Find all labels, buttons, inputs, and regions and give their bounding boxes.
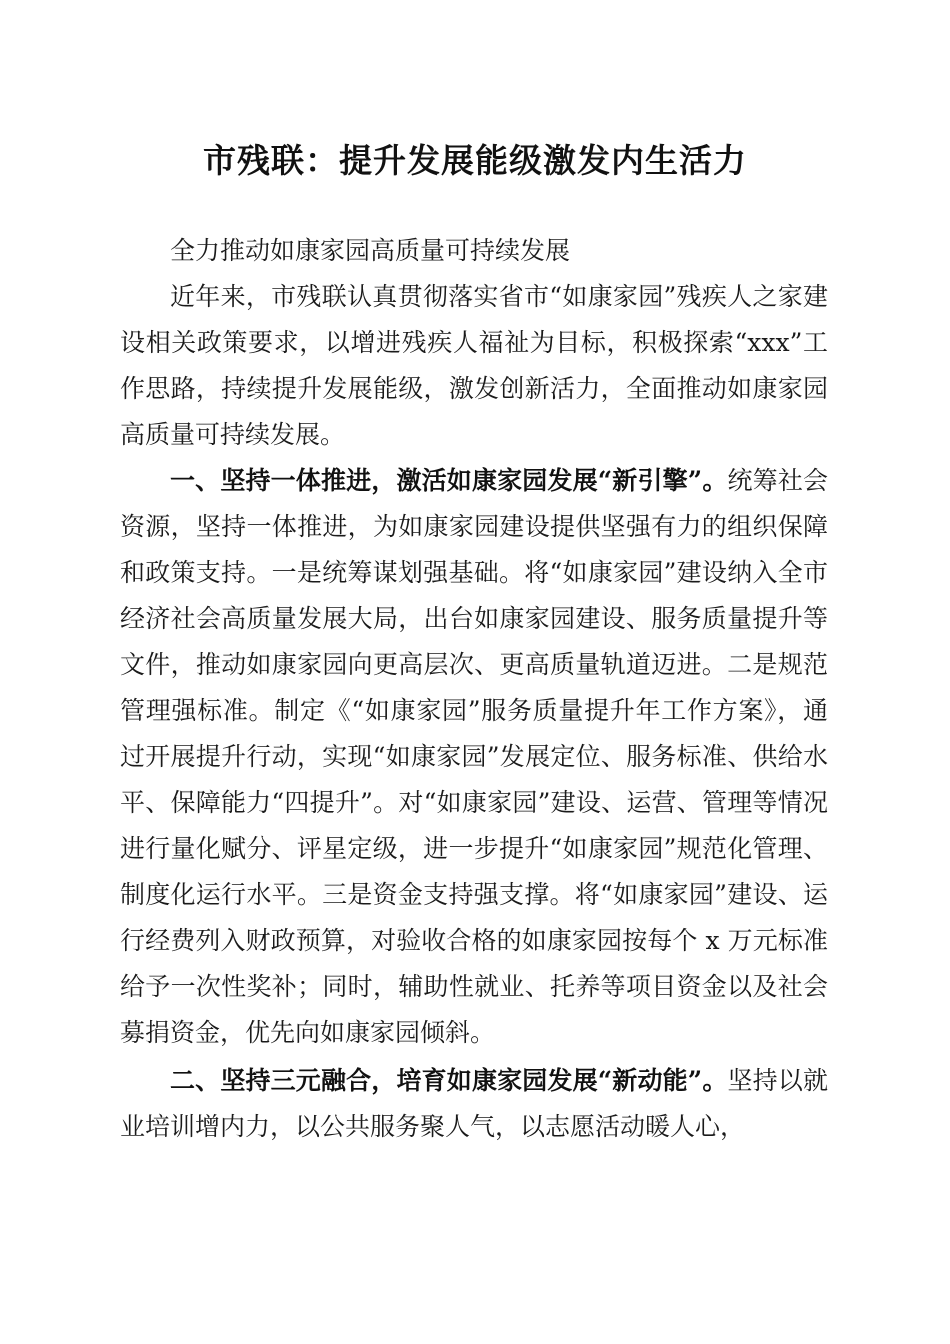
section-1-heading: 一、坚持一体推进，激活如康家园发展“新引擎”。 bbox=[170, 466, 728, 495]
document-title: 市残联：提升发展能级激发内生活力 bbox=[203, 141, 747, 180]
section-1-text: 统筹社会资源，坚持一体推进，为如康家园建设提供坚强有力的组织保障和政策支持。一是统筹谋划强基础。将“如康家园”建设纳入全市经济社会高质量发展大局，出台如康家园建设、服务质量提升等文件，推动如康家园向更高层次、更高质量轨道迈进。二是规范管理强标准。制定《“如康家园”服务质量提升年工作方案》，通过开展提升行动，实现“如康家园”发展定位、服务标准、供给水平、保障能力“四提升”。对“如康家园”建设、运营、管理等情况进行量化赋分、评星定级，进一步提升“如康家园”规范化管理、制度化运行水平。三是资金支持强支撑。将“如康家园”建设、运行经费列入财政预算，对验收合格的如康家园按每个 x 万元标准给予一次性奖补；同时，辅助性就业、托养等项目资金以及社会募捐资金，优先向如康家园倾斜。 bbox=[120, 466, 828, 1047]
section-2-text: 坚持以就业培训增内力，以公共服务聚人气，以志愿活动暖人心， bbox=[120, 1066, 828, 1141]
section-2-paragraph bbox=[120, 1058, 828, 1150]
subtitle-paragraph: 全力推动如康家园高质量可持续发展 bbox=[170, 236, 571, 265]
section-2-heading: 二、坚持三元融合，培育如康家园发展“新动能”。 bbox=[170, 1066, 728, 1095]
section-1-paragraph bbox=[120, 458, 828, 1056]
intro-paragraph: 近年来，市残联认真贯彻落实省市“如康家园”残疾人之家建设相关政策要求，以增进残疾人福祉为目标，积极探索“xxx”工作思路，持续提升发展能级，激发创新活力，全面推动如康家园高质量可持续发展。 bbox=[120, 282, 828, 449]
document-body bbox=[120, 228, 828, 1150]
